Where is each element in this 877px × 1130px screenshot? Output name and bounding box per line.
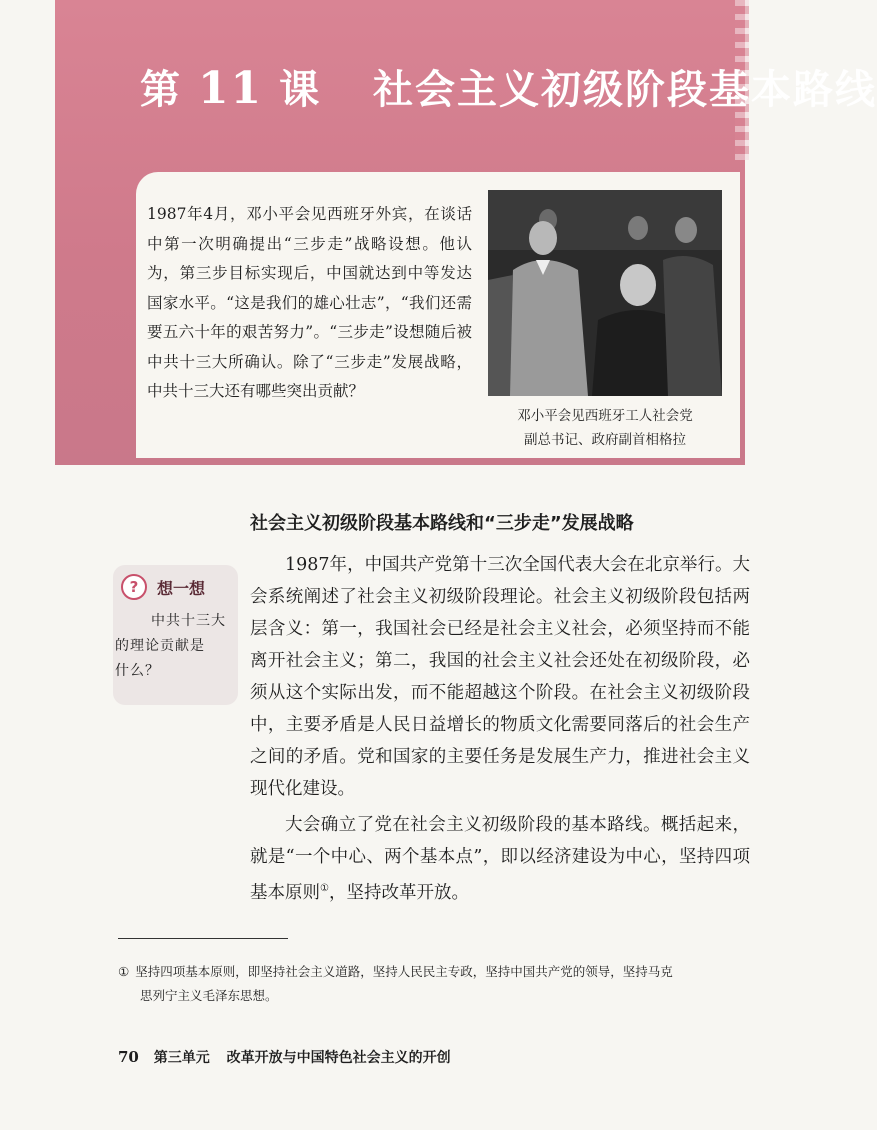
think-box-line: 的理论贡献是	[115, 638, 205, 654]
footnote-line: 坚持四项基本原则，即坚持社会主义道路，坚持人民民主专政，坚持中国共产党的领导，坚持马克	[135, 964, 673, 979]
think-box-title: 想一想	[157, 578, 206, 598]
footnote-line: 思列宁主义毛泽东思想。	[140, 988, 278, 1003]
page-number: 70	[118, 1048, 139, 1066]
intro-paragraph: 1987年4月，邓小平会见西班牙外宾，在谈话中第一次明确提出“三步走”战略设想。他认为，第三步目标实现后，中国就达到中等发达国家水平。“这是我们的雄心壮志”，“我们还需要五六十年的艰苦努力”。“三步走”设想随后被中共十三大所确认。除了“三步走”发展战略，中共十三大还有哪些突出贡献？	[147, 205, 472, 400]
photo-caption-line2: 副总书记、政府副首相格拉	[524, 432, 686, 448]
lesson-unit-word: 课	[279, 66, 322, 113]
footer-unit-title: 改革开放与中国特色社会主义的开创	[226, 1050, 451, 1066]
historical-photo	[488, 190, 722, 396]
footnote-divider	[118, 938, 288, 939]
page-footer	[118, 1047, 718, 1067]
footnote-mark: ①	[118, 964, 130, 979]
think-box-question	[115, 609, 227, 684]
think-box-line: 什么？	[115, 663, 160, 679]
footnote	[118, 960, 738, 1008]
body-paragraph: 1987年，中国共产党第十三次全国代表大会在北京举行。大会系统阐述了社会主义初级阶段理论。社会主义初级阶段包括两层含义：第一，我国社会已经是社会主义社会，必须坚持而不能离开社会主义；第二，我国的社会主义社会还处在初级阶段，必须从这个实际出发，而不能超越这个阶段。在社会主义初级阶段中，主要矛盾是人民日益增长的物质文化需要同落后的社会生产之间的矛盾。党和国家的主要任务是发展生产力，推进社会主义现代化建设。	[250, 555, 750, 799]
body-paragraph-text: 大会确立了党在社会主义初级阶段的基本路线。概括起来，就是“一个中心、两个基本点”，即以经济建设为中心，坚持四项基本原则	[250, 815, 750, 903]
lesson-title	[140, 58, 877, 118]
photo-caption	[488, 404, 722, 452]
think-box-header	[121, 573, 205, 601]
body-paragraph	[250, 809, 750, 909]
section-body	[250, 549, 750, 909]
body-paragraph-text: ，坚持改革开放。	[328, 882, 469, 903]
think-box-line: 中共十三大	[151, 613, 226, 629]
question-icon: ?	[121, 574, 147, 600]
think-box	[113, 565, 238, 705]
lesson-name: 社会主义初级阶段基本路线	[373, 66, 877, 113]
footnote-reference[interactable]: ①	[320, 883, 329, 894]
footer-unit: 第三单元	[153, 1050, 210, 1066]
photo-caption-line1: 邓小平会见西班牙工人社会党	[517, 408, 693, 424]
lesson-number: 11	[197, 63, 264, 114]
section-heading: 社会主义初级阶段基本路线和“三步走”发展战略	[250, 513, 634, 534]
lesson-number-label: 第	[140, 66, 182, 113]
